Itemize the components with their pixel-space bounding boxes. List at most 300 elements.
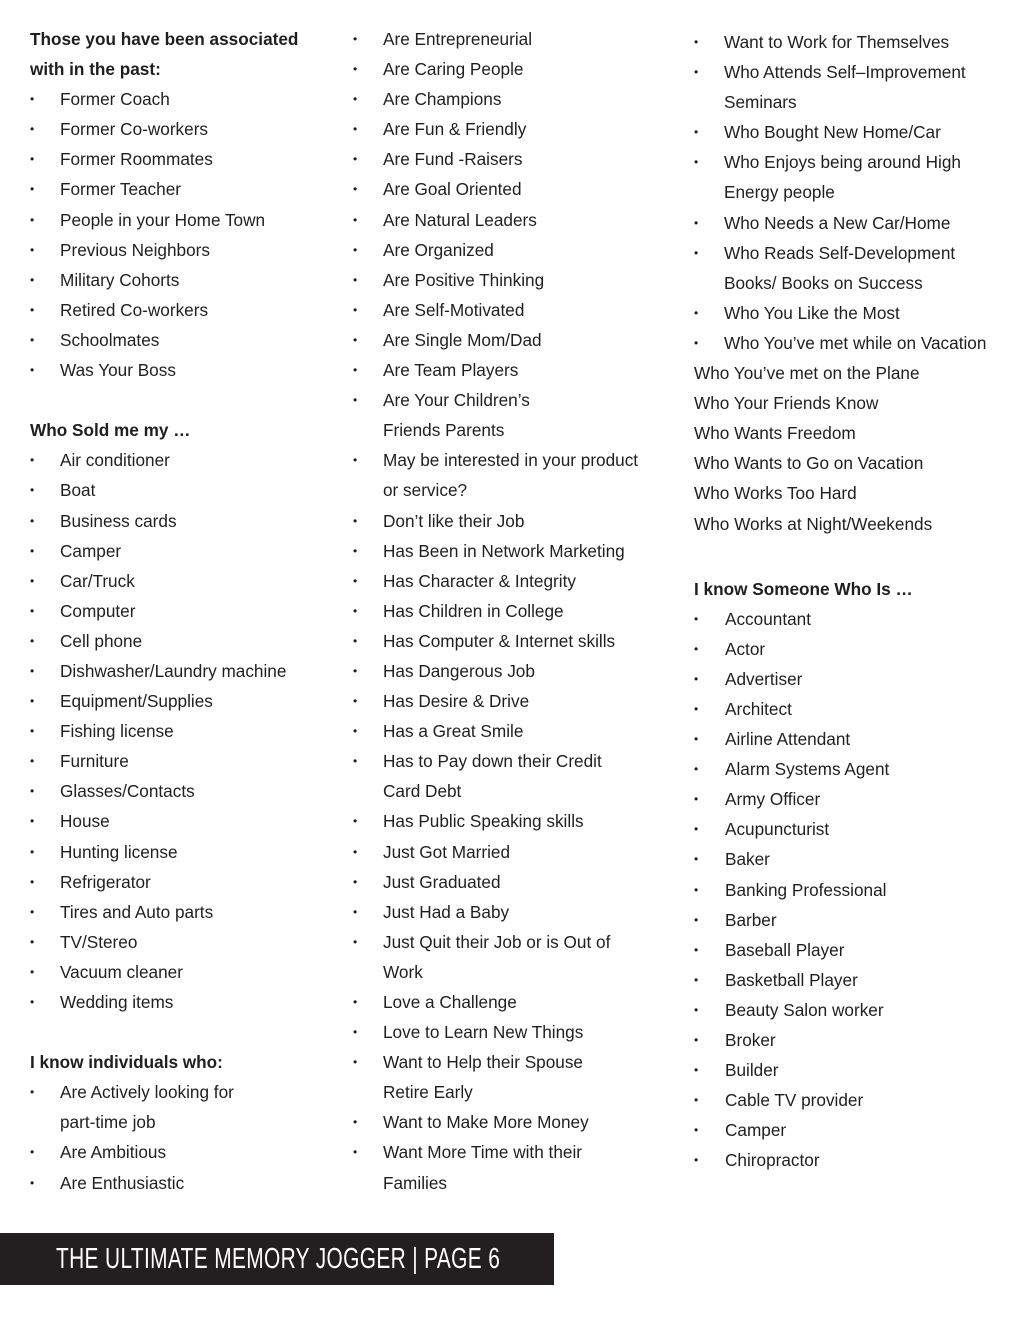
bullet-icon: • (353, 32, 358, 46)
bullet-icon: • (353, 754, 358, 769)
bullet-icon: • (353, 694, 358, 709)
list-item-continuation (353, 776, 673, 806)
footer-title: THE ULTIMATE MEMORY JOGGER | PAGE 6 (56, 1243, 501, 1275)
list-item (694, 814, 1014, 844)
bullet-icon: • (30, 122, 35, 137)
bullet-icon: • (694, 305, 699, 320)
list-item (694, 1145, 1014, 1175)
list-item-text: Who Bought New Home/Car (724, 122, 941, 143)
bullet-icon: • (30, 513, 35, 528)
list-item (30, 1137, 340, 1167)
list-item (694, 724, 1014, 754)
section-heading-text: Who Sold me my … (30, 420, 191, 441)
list-item-text: Former Coach (60, 89, 170, 110)
bullet-icon: • (694, 822, 699, 837)
list-item-text: Retire Early (383, 1082, 473, 1103)
list-item (30, 867, 340, 897)
bullet-icon: • (353, 1115, 358, 1130)
list-item (30, 776, 340, 806)
list-item (353, 746, 673, 776)
list-item-text: Army Officer (725, 789, 821, 810)
list-item-text: Are Your Children’s (383, 390, 530, 411)
list-item-text: Cable TV provider (725, 1090, 864, 1111)
section-heading-text: I know Someone Who Is … (694, 578, 913, 599)
bullet-icon: • (353, 453, 358, 468)
bullet-icon: • (694, 335, 699, 350)
bullet-icon: • (694, 1093, 699, 1108)
list-item-text: part-time job (60, 1112, 156, 1133)
list-item-text: Tires and Auto parts (60, 901, 214, 922)
list-item (30, 957, 340, 987)
list-item (353, 144, 673, 174)
bullet-icon: • (694, 792, 699, 807)
list-item-text: Car/Truck (60, 570, 135, 591)
column-3 (694, 27, 1014, 1175)
bullet-icon: • (353, 603, 358, 618)
list-item (30, 84, 340, 114)
bullet-icon: • (353, 814, 358, 829)
list-item (30, 1168, 340, 1198)
list-item-text: Cell phone (60, 630, 143, 651)
list-item (353, 84, 673, 114)
bullet-icon: • (694, 65, 699, 80)
list-item-text: Computer (60, 600, 136, 621)
bullet-icon: • (30, 363, 35, 378)
list-item-text: Are Champions (383, 89, 502, 110)
bullet-icon: • (30, 483, 35, 498)
list-item (694, 995, 1014, 1025)
list-item-text: Are Enthusiastic (60, 1172, 185, 1193)
bullet-icon: • (694, 35, 699, 49)
bullet-icon: • (30, 633, 35, 648)
bullet-icon: • (694, 732, 699, 747)
list-item-text: Who Enjoys being around High (724, 152, 961, 173)
bullet-icon: • (353, 543, 358, 558)
plain-item (694, 478, 1014, 508)
list-item-text: Are Single Mom/Dad (383, 329, 542, 350)
list-item (30, 656, 340, 686)
bullet-icon: • (30, 784, 35, 799)
bullet-icon: • (694, 701, 699, 716)
bullet-icon: • (353, 182, 358, 197)
list-item-text: Air conditioner (60, 450, 170, 471)
spacer (30, 1017, 340, 1047)
list-item (353, 24, 673, 54)
section-heading-text: I know individuals who: (30, 1052, 223, 1073)
spacer (694, 539, 1014, 574)
list-item (30, 686, 340, 716)
list-item (353, 596, 673, 626)
list-item-text: Just Graduated (383, 871, 501, 892)
list-item (694, 844, 1014, 874)
list-item (30, 114, 340, 144)
list-item (694, 604, 1014, 634)
bullet-icon: • (30, 694, 35, 709)
list-item (353, 536, 673, 566)
list-item-text: Glasses/Contacts (60, 781, 195, 802)
list-item-text: Are Fun & Friendly (383, 119, 527, 140)
list-item (30, 626, 340, 656)
bullet-icon: • (353, 393, 358, 408)
bullet-icon: • (694, 762, 699, 777)
plain-item-text: Who Wants Freedom (694, 423, 856, 444)
list-item (30, 987, 340, 1017)
list-item-text: House (60, 811, 110, 832)
bullet-icon: • (30, 995, 35, 1009)
list-item (353, 806, 673, 836)
list-item (353, 54, 673, 84)
bullet-icon: • (353, 904, 358, 919)
list-item-text: May be interested in your product (383, 450, 639, 471)
list-item-text: Work (383, 961, 423, 982)
list-item (30, 566, 340, 596)
list-item (353, 295, 673, 325)
list-item (30, 325, 340, 355)
bullet-icon: • (30, 302, 35, 317)
list-item-text: Energy people (724, 182, 835, 203)
list-item (353, 385, 673, 415)
list-item (694, 27, 1014, 57)
bullet-icon: • (30, 964, 35, 979)
list-item-text: Former Roommates (60, 149, 213, 170)
list-item-text: Has to Pay down their Credit (383, 751, 602, 772)
bullet-icon: • (694, 1002, 699, 1017)
list-item-text: Has Computer & Internet skills (383, 630, 616, 651)
bullet-icon: • (30, 332, 35, 347)
plain-item (694, 418, 1014, 448)
list-item (30, 1077, 340, 1107)
list-item (353, 205, 673, 235)
list-item-text: Are Positive Thinking (383, 269, 545, 290)
list-item (30, 235, 340, 265)
list-item-text: Has Character & Integrity (383, 570, 576, 591)
bullet-icon: • (30, 724, 35, 739)
list-item (353, 897, 673, 927)
bullet-icon: • (694, 671, 699, 686)
list-item-text: Architect (725, 698, 792, 719)
list-item-text: Vacuum cleaner (60, 961, 183, 982)
bullet-icon: • (30, 573, 35, 588)
list-item-text: Has Desire & Drive (383, 691, 530, 712)
list-item-text: Hunting license (60, 841, 178, 862)
list-item-text: Books/ Books on Success (724, 272, 923, 293)
bullet-icon: • (30, 934, 35, 949)
list-item-text: Broker (725, 1030, 776, 1050)
bullet-icon: • (353, 934, 358, 949)
section-heading-text: Those you have been associated (30, 29, 299, 49)
list-item (30, 596, 340, 626)
bullet-icon: • (30, 182, 35, 197)
list-item (30, 144, 340, 174)
list-item-text: Actor (725, 638, 766, 659)
list-item (353, 656, 673, 686)
bullet-icon: • (353, 122, 358, 137)
list-item-text: Basketball Player (725, 969, 858, 990)
list-item (694, 935, 1014, 965)
list-item (694, 754, 1014, 784)
section-heading-text: with in the past: (30, 59, 161, 80)
list-item (694, 664, 1014, 694)
section-heading (30, 24, 340, 54)
list-item (694, 57, 1014, 87)
list-item (30, 837, 340, 867)
list-item (353, 235, 673, 265)
list-item-text: Builder (725, 1060, 779, 1081)
list-item-text: Just Quit their Job or is Out of (383, 931, 611, 952)
list-item-text: Card Debt (383, 781, 462, 802)
plain-item-text: Who Works at Night/Weekends (694, 513, 933, 534)
list-item (30, 506, 340, 536)
list-item-text: Want More Time with their (383, 1142, 582, 1163)
list-item-text: Dishwasher/Laundry machine (60, 660, 287, 681)
list-item (353, 114, 673, 144)
list-item-text: Are Organized (383, 239, 494, 260)
bullet-icon: • (30, 814, 35, 829)
list-item-text: Fishing license (60, 721, 174, 742)
list-item-text: TV/Stereo (60, 931, 138, 952)
bullet-icon: • (30, 844, 35, 859)
list-item-text: Are Team Players (383, 360, 519, 381)
list-item (353, 1047, 673, 1077)
list-item-continuation (694, 268, 1014, 298)
bullet-icon: • (353, 62, 358, 77)
bullet-icon: • (353, 272, 358, 287)
list-item (353, 716, 673, 746)
list-item (30, 475, 340, 505)
list-item-text: Want to Work for Themselves (724, 32, 950, 52)
list-item (30, 897, 340, 927)
list-item-text: Who You’ve met while on Vacation (724, 332, 987, 353)
list-item-continuation (694, 87, 1014, 117)
list-item-text: Love a Challenge (383, 992, 517, 1012)
bullet-icon: • (30, 1085, 35, 1100)
bullet-icon: • (30, 453, 35, 468)
list-item (30, 716, 340, 746)
list-item (353, 837, 673, 867)
bullet-icon: • (694, 1033, 699, 1047)
section-heading (30, 415, 340, 445)
bullet-icon: • (694, 942, 699, 957)
list-item (30, 806, 340, 836)
plain-item-text: Who Wants to Go on Vacation (694, 453, 924, 474)
list-item-text: or service? (383, 480, 468, 501)
list-item-text: Baker (725, 849, 770, 870)
list-item-text: Are Natural Leaders (383, 209, 537, 230)
list-item (694, 328, 1014, 358)
list-item-text: Chiropractor (725, 1150, 820, 1171)
list-item (694, 634, 1014, 664)
list-item-text: Wedding items (60, 992, 174, 1012)
list-item-text: Military Cohorts (60, 269, 180, 290)
list-item-text: Previous Neighbors (60, 239, 210, 260)
list-item-text: Are Self-Motivated (383, 299, 525, 320)
list-item-text: Furniture (60, 751, 129, 772)
list-item-text: Are Entrepreneurial (383, 29, 533, 49)
list-item-text: Just Got Married (383, 841, 511, 862)
bullet-icon: • (353, 663, 358, 678)
list-item-text: Former Co-workers (60, 119, 209, 140)
bullet-icon: • (353, 844, 358, 859)
list-item-text: Baseball Player (725, 939, 845, 960)
list-item (353, 927, 673, 957)
list-item-text: Who You Like the Most (724, 302, 900, 323)
list-item-text: Who Attends Self–Improvement (724, 62, 966, 83)
list-item (694, 1085, 1014, 1115)
list-item-text: Are Fund -Raisers (383, 149, 523, 170)
column-1 (30, 24, 340, 1198)
list-item (30, 927, 340, 957)
plain-item-text: Who Your Friends Know (694, 393, 879, 414)
bullet-icon: • (694, 1123, 699, 1138)
bullet-icon: • (694, 882, 699, 897)
list-item (30, 536, 340, 566)
list-item-text: Airline Attendant (725, 729, 851, 750)
bullet-icon: • (30, 242, 35, 257)
list-item-text: Has Children in College (383, 600, 564, 621)
section-heading (30, 1047, 340, 1077)
list-item (353, 174, 673, 204)
list-item-continuation (30, 1107, 340, 1137)
list-item (30, 265, 340, 295)
bullet-icon: • (353, 242, 358, 257)
list-item-text: Are Caring People (383, 59, 524, 80)
list-item (353, 566, 673, 596)
list-item-continuation (353, 415, 673, 445)
bullet-icon: • (30, 543, 35, 558)
list-item (30, 746, 340, 776)
bullet-icon: • (30, 92, 35, 107)
list-item-text: People in your Home Town (60, 209, 266, 230)
list-item-text: Are Ambitious (60, 1142, 167, 1163)
list-item (353, 626, 673, 656)
section-heading (30, 54, 340, 84)
plain-item (694, 509, 1014, 539)
list-item-text: Just Had a Baby (383, 901, 510, 922)
bullet-icon: • (694, 125, 699, 140)
list-item-text: Schoolmates (60, 329, 160, 350)
list-item-text: Has Public Speaking skills (383, 811, 584, 832)
bullet-icon: • (694, 155, 699, 170)
list-item-continuation (353, 1077, 673, 1107)
list-item-text: Boat (60, 480, 96, 501)
list-item-continuation (353, 475, 673, 505)
list-item (694, 905, 1014, 935)
bullet-icon: • (30, 904, 35, 919)
list-item (353, 987, 673, 1017)
list-item (30, 295, 340, 325)
bullet-icon: • (694, 912, 699, 927)
list-item-text: Alarm Systems Agent (725, 759, 890, 780)
bullet-icon: • (694, 1153, 699, 1168)
bullet-icon: • (353, 995, 358, 1009)
plain-item-text: Who Works Too Hard (694, 483, 857, 504)
bullet-icon: • (30, 1145, 35, 1160)
footer-bar (0, 1233, 554, 1285)
list-item-text: Banking Professional (725, 879, 887, 900)
list-item (30, 355, 340, 385)
bullet-icon: • (30, 212, 35, 227)
bullet-icon: • (694, 972, 699, 987)
list-item-text: Acupuncturist (725, 819, 830, 840)
list-item (353, 1017, 673, 1047)
bullet-icon: • (30, 272, 35, 287)
list-item-text: Love to Learn New Things (383, 1022, 584, 1043)
list-item-text: Barber (725, 909, 777, 930)
list-item-text: Are Goal Oriented (383, 179, 522, 200)
list-item (694, 117, 1014, 147)
list-item (353, 506, 673, 536)
plain-item-text: Who You’ve met on the Plane (694, 363, 920, 384)
list-item (694, 147, 1014, 177)
list-item (694, 694, 1014, 724)
list-item-text: Business cards (60, 510, 177, 531)
list-item-text: Families (383, 1172, 447, 1193)
list-item-text: Camper (725, 1120, 787, 1141)
bullet-icon: • (353, 1055, 358, 1070)
section-heading (694, 574, 1014, 604)
list-item-text: Has a Great Smile (383, 721, 524, 742)
list-item (30, 205, 340, 235)
list-item (30, 445, 340, 475)
list-item-text: Friends Parents (383, 420, 505, 441)
plain-item (694, 358, 1014, 388)
list-item-text: Beauty Salon worker (725, 999, 884, 1020)
bullet-icon: • (353, 363, 358, 378)
bullet-icon: • (353, 513, 358, 528)
list-item-text: Accountant (725, 608, 811, 629)
bullet-icon: • (353, 874, 358, 889)
list-item-text: Was Your Boss (60, 360, 176, 381)
list-item-text: Seminars (724, 92, 797, 113)
bullet-icon: • (353, 332, 358, 347)
list-item-text: Retired Co-workers (60, 299, 209, 320)
bullet-icon: • (353, 573, 358, 588)
list-item (694, 208, 1014, 238)
list-item-continuation (694, 177, 1014, 207)
list-item-text: Who Needs a New Car/Home (724, 212, 951, 233)
list-item-text: Has Dangerous Job (383, 660, 535, 681)
list-item-text: Want to Help their Spouse (383, 1052, 583, 1073)
bullet-icon: • (694, 641, 699, 656)
list-item (694, 298, 1014, 328)
list-item (694, 1055, 1014, 1085)
bullet-icon: • (30, 152, 35, 167)
list-item (694, 1025, 1014, 1055)
list-item (353, 686, 673, 716)
list-item (30, 174, 340, 204)
list-item (694, 784, 1014, 814)
list-item-continuation (353, 957, 673, 987)
plain-item (694, 448, 1014, 478)
list-item (694, 238, 1014, 268)
bullet-icon: • (353, 302, 358, 317)
bullet-icon: • (30, 603, 35, 618)
list-item-text: Are Actively looking for (60, 1082, 234, 1103)
bullet-icon: • (353, 152, 358, 167)
bullet-icon: • (353, 212, 358, 227)
list-item (353, 355, 673, 385)
list-item (694, 965, 1014, 995)
list-item-text: Want to Make More Money (383, 1112, 589, 1133)
list-item-continuation (353, 1168, 673, 1198)
list-item (353, 325, 673, 355)
plain-item (694, 388, 1014, 418)
bullet-icon: • (694, 1063, 699, 1078)
bullet-icon: • (30, 754, 35, 769)
list-item (353, 867, 673, 897)
bullet-icon: • (694, 245, 699, 260)
list-item (353, 1107, 673, 1137)
